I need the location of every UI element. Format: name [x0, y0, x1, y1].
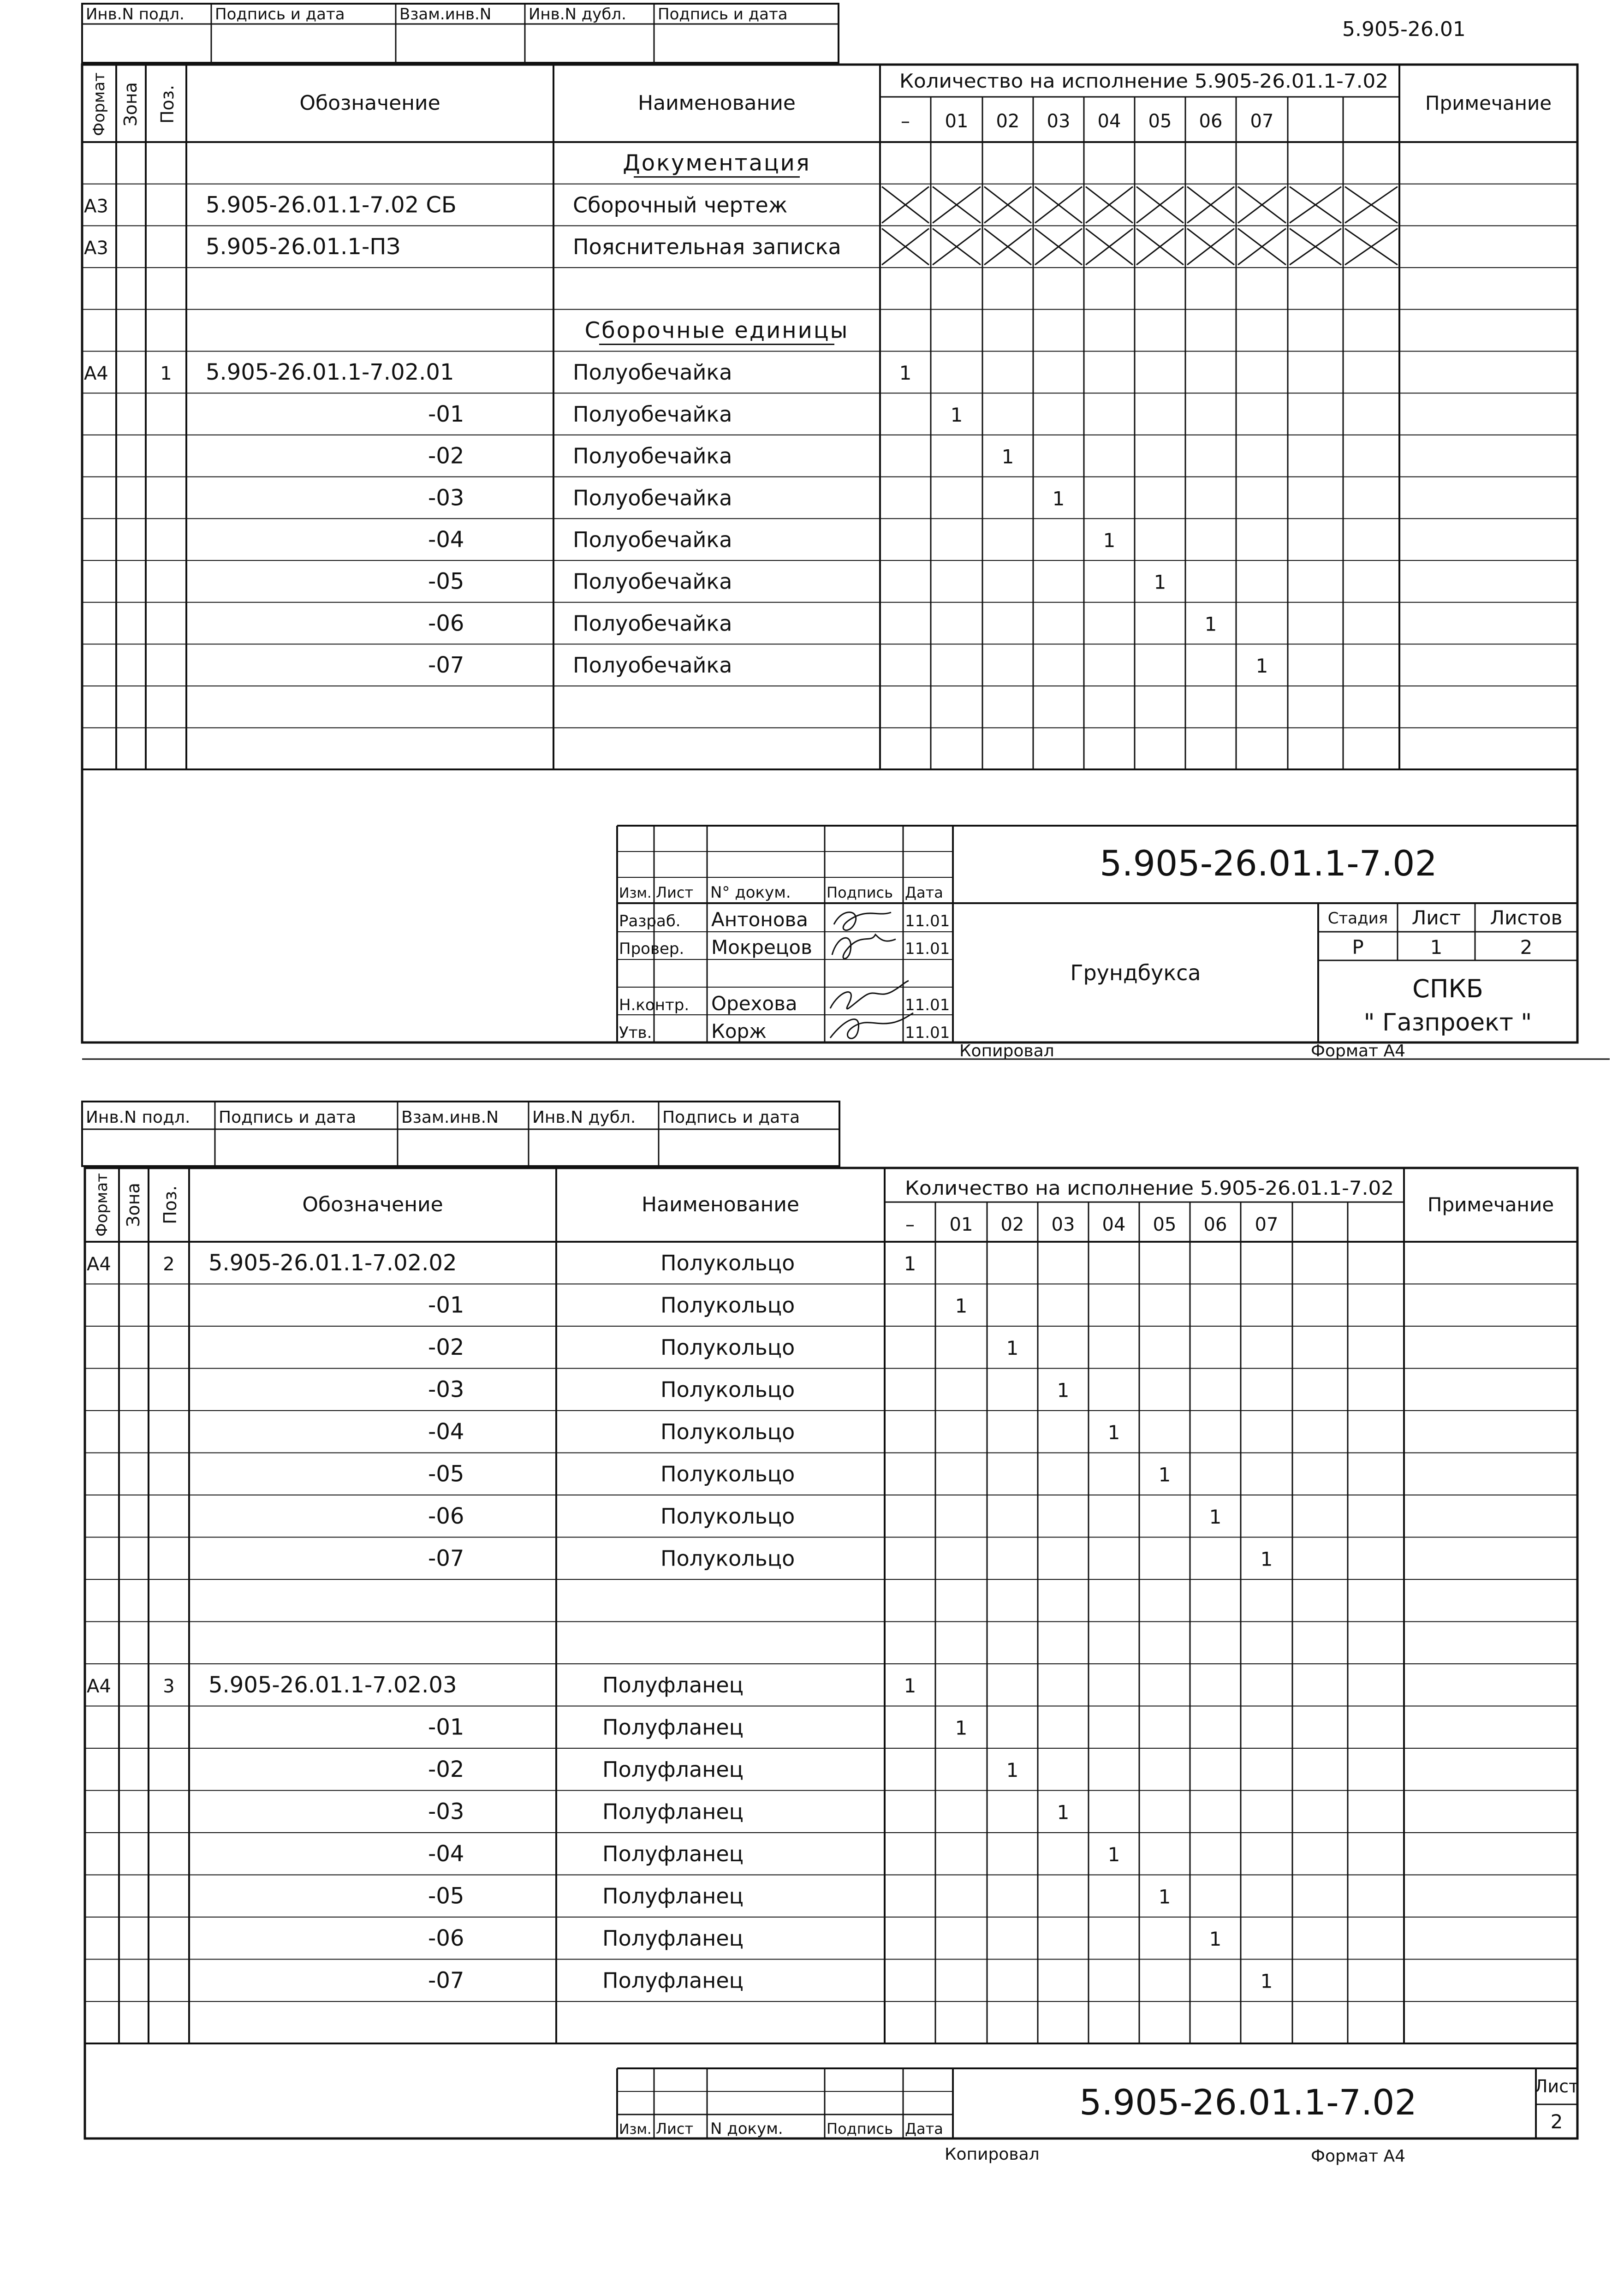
header-qty: Количество на исполнение 5.905-26.01.1-7.02	[905, 1177, 1394, 1199]
exec-label-06: 06	[1199, 111, 1223, 132]
cell-designation: 5.905-26.01.1-7.02 СБ	[206, 192, 457, 218]
cell-name: Полуобечайка	[573, 485, 732, 511]
cell-name: Полуфланец	[602, 1715, 744, 1740]
cell-quantity: 1	[1001, 445, 1014, 468]
table-row	[428, 610, 1217, 636]
cell-designation: -01	[428, 1714, 464, 1740]
tb-role: Провер.	[619, 940, 684, 958]
table-row	[428, 1377, 1069, 1403]
cell-designation: -07	[428, 652, 464, 679]
cell-position: 1	[160, 363, 172, 385]
table-row	[428, 1715, 967, 1740]
table-row	[84, 359, 911, 385]
signature-mark	[830, 1013, 913, 1038]
table-row	[84, 187, 1398, 223]
table-row	[428, 485, 1065, 511]
stage-value: Р	[1352, 936, 1364, 959]
tb-person-row	[619, 1020, 950, 1042]
tb-date: 11.01	[905, 996, 950, 1014]
cell-quantity: 1	[1057, 1801, 1070, 1824]
exec-label-base: –	[901, 111, 910, 132]
cell-quantity: 1	[950, 403, 963, 426]
cell-format: А3	[84, 196, 108, 217]
tb-person-name: Корж	[711, 1020, 767, 1042]
tb-person-name: Мокрецов	[711, 936, 812, 959]
cell-designation: 5.905-26.01.1-7.02.01	[206, 359, 454, 386]
tb-hdr: Дата	[905, 2120, 943, 2138]
table-row	[428, 1883, 1171, 1909]
cell-quantity: 1	[1154, 571, 1166, 594]
cell-designation: -06	[428, 610, 464, 637]
exec-label-04: 04	[1102, 1214, 1126, 1235]
tb-person-row	[619, 908, 950, 931]
header-note: Примечание	[1425, 92, 1552, 114]
frame-border	[85, 1168, 1577, 2138]
stamp-label: Взам.инв.N	[401, 1108, 499, 1127]
tb-role: Разраб.	[619, 912, 681, 930]
stamp-label: Взам.инв.N	[399, 5, 492, 24]
stamp-strip	[82, 1102, 839, 1166]
stamp-label: Подпись и дата	[658, 5, 788, 24]
table-row	[428, 569, 1166, 595]
sheet-label: Лист	[1411, 906, 1461, 929]
cell-quantity: 1	[1204, 613, 1217, 636]
cross-mark	[1086, 187, 1133, 223]
table-row	[87, 1250, 916, 1276]
cross-mark	[1290, 187, 1341, 223]
table-row	[428, 527, 1115, 553]
tb-hdr: Дата	[905, 884, 943, 901]
cross-mark	[1136, 187, 1184, 223]
cross-mark	[1290, 228, 1341, 265]
cell-designation: 5.905-26.01.1-ПЗ	[206, 234, 401, 260]
cell-designation: -02	[428, 443, 464, 469]
exec-label-05: 05	[1148, 111, 1172, 132]
product-name: Грундбукса	[1070, 960, 1201, 985]
cross-mark	[1035, 228, 1082, 265]
cell-name: Полуобечайка	[573, 443, 732, 469]
tb-date: 11.01	[905, 912, 950, 930]
tb-hdr: Лист	[656, 2120, 694, 2138]
stamp-label: Инв.N подл.	[86, 1108, 190, 1127]
cell-name: Полуфланец	[602, 1926, 744, 1951]
header-format: Формат	[93, 1173, 111, 1237]
tb-hdr: Подпись	[827, 884, 893, 901]
exec-label-06: 06	[1203, 1214, 1227, 1235]
page-code: 5.905-26.01	[1342, 18, 1466, 41]
tb-person-name: Орехова	[711, 992, 797, 1015]
cell-designation: -07	[428, 1967, 464, 1994]
format-label: Формат А4	[1311, 1042, 1406, 1060]
stamp-label: Подпись и дата	[662, 1108, 800, 1127]
cell-quantity: 1	[1057, 1379, 1070, 1402]
stamp-label: Подпись и дата	[219, 1108, 357, 1127]
copied-label: Копировал	[945, 2145, 1040, 2164]
tb-date: 11.01	[905, 940, 950, 958]
sheet-2	[82, 1102, 1579, 2166]
table-row	[428, 1461, 1171, 1487]
title-block	[617, 826, 1577, 1042]
header-zone: Зона	[123, 1183, 143, 1227]
table-header	[90, 70, 1552, 136]
stage-label: Стадия	[1327, 909, 1388, 928]
cell-name: Полукольцо	[660, 1377, 795, 1402]
cell-designation: -01	[428, 1292, 464, 1318]
exec-label-01: 01	[945, 111, 969, 132]
header-name: Наименование	[638, 91, 796, 115]
cell-name: Полукольцо	[660, 1546, 795, 1571]
tb-person-name: Антонова	[711, 908, 808, 931]
section-row	[623, 150, 811, 177]
cell-name: Полуобечайка	[573, 569, 732, 594]
tb-people	[619, 908, 950, 1042]
org-line-2: " Газпроект "	[1363, 1009, 1532, 1036]
cell-designation: -07	[428, 1545, 464, 1572]
header-format: Формат	[90, 72, 108, 136]
cell-name: Полуфланец	[602, 1883, 744, 1909]
cell-name: Полукольцо	[660, 1251, 795, 1276]
doc-number: 5.905-26.01.1-7.02	[1079, 2082, 1417, 2123]
cross-mark	[1187, 187, 1234, 223]
exec-label-04: 04	[1097, 111, 1121, 132]
cell-name: Полуфланец	[602, 1968, 744, 1993]
cell-name: Полуобечайка	[573, 360, 732, 385]
cell-quantity: 1	[1103, 529, 1116, 552]
cell-designation: -05	[428, 1883, 464, 1909]
header-zone: Зона	[120, 82, 141, 126]
cell-name: Полуфланец	[602, 1757, 744, 1782]
cell-designation: -06	[428, 1925, 464, 1952]
sheet-value: 2	[1550, 2110, 1563, 2133]
cell-quantity: 1	[899, 362, 912, 385]
sheet-1	[82, 4, 1610, 1060]
cross-mark	[1345, 187, 1398, 223]
cell-quantity: 1	[1209, 1928, 1222, 1951]
cross-mark	[1345, 228, 1398, 265]
cell-designation: -03	[428, 1376, 464, 1403]
cell-quantity: 1	[904, 1674, 916, 1697]
cross-mark	[1238, 187, 1286, 223]
table-row	[428, 1757, 1018, 1782]
table-row	[428, 1925, 1221, 1951]
cell-quantity: 1	[1255, 655, 1268, 678]
cell-position: 3	[163, 1676, 175, 1697]
stamp-label: Инв.N дубл.	[529, 5, 626, 24]
table-row	[428, 1503, 1221, 1529]
cross-mark	[1086, 228, 1133, 265]
exec-labels	[905, 1214, 1278, 1235]
tb-hdr: Подпись	[827, 2120, 893, 2138]
table-row	[428, 1841, 1120, 1867]
cell-designation: -04	[428, 526, 464, 553]
exec-label-07: 07	[1250, 111, 1274, 132]
cell-quantity: 1	[904, 1252, 916, 1275]
exec-label-02: 02	[1000, 1214, 1024, 1235]
cross-mark	[1238, 228, 1286, 265]
table-header	[93, 1173, 1554, 1237]
signature-mark	[834, 912, 891, 930]
cell-quantity: 1	[1260, 1548, 1273, 1571]
section-row	[585, 317, 849, 344]
cell-name: Полукольцо	[660, 1292, 795, 1318]
cross-mark	[933, 228, 981, 265]
cell-designation: -02	[428, 1757, 464, 1783]
signature-mark	[832, 935, 896, 959]
cell-name: Полукольцо	[660, 1461, 795, 1487]
exec-label-01: 01	[949, 1214, 973, 1235]
header-name: Наименование	[642, 1193, 799, 1216]
exec-labels	[901, 111, 1273, 132]
stamp-strip	[82, 4, 839, 63]
exec-label-05: 05	[1153, 1214, 1177, 1235]
tb-role: Утв.	[619, 1024, 652, 1042]
cell-name: Полуфланец	[602, 1799, 744, 1824]
exec-label-07: 07	[1255, 1214, 1279, 1235]
tb-hdr: Изм.	[619, 2121, 652, 2138]
tb-role: Н.контр.	[619, 996, 690, 1014]
cell-name: Полуфланец	[602, 1673, 744, 1698]
cell-quantity: 1	[955, 1716, 968, 1739]
cell-quantity: 1	[1052, 487, 1065, 510]
cell-name: Полуфланец	[602, 1841, 744, 1867]
header-designation: Обозначение	[299, 91, 440, 115]
cell-quantity: 1	[1107, 1843, 1120, 1866]
table-row	[428, 1292, 967, 1318]
sheets-label: Листов	[1490, 906, 1563, 929]
sheet-value: 1	[1430, 936, 1443, 959]
copied-label: Копировал	[959, 1042, 1054, 1060]
cell-designation: -05	[428, 1461, 464, 1487]
table-row	[87, 1672, 916, 1698]
stamp-label: Инв.N дубл.	[532, 1108, 636, 1127]
row-lines	[82, 184, 1577, 770]
title-block	[617, 2068, 1579, 2138]
cell-designation: -05	[428, 568, 464, 595]
section-title: Сборочные единицы	[584, 317, 849, 344]
cell-name: Полукольцо	[660, 1419, 795, 1445]
cell-designation: -06	[428, 1503, 464, 1530]
section-title: Документация	[623, 150, 811, 176]
header-pos: Поз.	[160, 1185, 180, 1225]
cell-name: Полукольцо	[660, 1335, 795, 1360]
table-row	[428, 1968, 1273, 1994]
cell-designation: 5.905-26.01.1-7.02.02	[208, 1250, 457, 1276]
table-row	[428, 1419, 1120, 1445]
spec-frame	[85, 1168, 1577, 2138]
tb-person-row	[619, 936, 950, 959]
sheet-label: Лист	[1534, 2076, 1579, 2096]
cell-quantity: 1	[1209, 1506, 1222, 1529]
cell-format: А3	[84, 238, 108, 259]
stamp-label: Инв.N подл.	[86, 5, 184, 24]
cell-quantity: 1	[1158, 1885, 1171, 1908]
cell-designation: -04	[428, 1419, 464, 1445]
header-pos: Поз.	[157, 84, 178, 124]
tb-hdr: N докум.	[710, 2120, 783, 2138]
cell-designation: -02	[428, 1334, 464, 1361]
cell-quantity: 1	[1006, 1337, 1019, 1360]
cell-name: Полукольцо	[660, 1504, 795, 1529]
cross-mark	[933, 187, 981, 223]
row-lines	[85, 1284, 1577, 2044]
cross-mark	[882, 187, 929, 223]
exec-label-base: –	[905, 1214, 915, 1235]
tb-date: 11.01	[905, 1024, 950, 1042]
cell-designation: -03	[428, 485, 464, 511]
exec-label-03: 03	[1051, 1214, 1075, 1235]
signature-mark	[830, 981, 909, 1009]
tb-hdr: Изм.	[619, 885, 652, 901]
cell-name: Пояснительная записка	[573, 234, 841, 260]
table-row	[428, 1799, 1069, 1825]
cell-designation: 5.905-26.01.1-7.02.03	[208, 1672, 457, 1698]
cell-quantity: 1	[955, 1294, 968, 1317]
cell-name: Сборочный чертеж	[573, 192, 788, 218]
header-designation: Обозначение	[302, 1193, 443, 1216]
tb-person-row	[619, 992, 950, 1015]
cell-designation: -04	[428, 1841, 464, 1867]
doc-number: 5.905-26.01.1-7.02	[1100, 843, 1437, 884]
cell-quantity: 1	[1158, 1463, 1171, 1486]
table-row	[428, 1334, 1018, 1360]
table-row	[428, 1546, 1273, 1572]
cross-mark	[984, 187, 1031, 223]
cell-position: 2	[163, 1254, 175, 1275]
table-row	[428, 401, 963, 427]
org-line-1: СПКБ	[1412, 974, 1483, 1003]
exec-label-02: 02	[996, 111, 1020, 132]
exec-label-03: 03	[1047, 111, 1071, 132]
header-note: Примечание	[1427, 1193, 1554, 1216]
cell-format: А4	[87, 1676, 111, 1697]
tb-hdr: Лист	[656, 884, 694, 901]
exec-col-lines	[931, 97, 1399, 769]
header-qty: Количество на исполнение 5.905-26.01.1-7.02	[899, 70, 1388, 92]
stamp-label: Подпись и дата	[215, 5, 345, 24]
cell-name: Полуобечайка	[573, 527, 732, 552]
cell-format: А4	[87, 1254, 111, 1275]
sheets-value: 2	[1520, 936, 1533, 959]
spec-rows	[84, 150, 1398, 678]
cell-designation: -01	[428, 401, 464, 427]
format-label: Формат А4	[1311, 2147, 1406, 2166]
cell-quantity: 1	[1260, 1970, 1273, 1993]
cell-name: Полуобечайка	[573, 401, 732, 427]
cross-mark	[1187, 228, 1234, 265]
cell-quantity: 1	[1006, 1759, 1019, 1782]
cell-format: А4	[84, 363, 108, 385]
table-row	[428, 443, 1014, 469]
cross-mark	[1136, 228, 1184, 265]
cross-mark	[984, 228, 1031, 265]
cross-mark	[1035, 187, 1082, 223]
cell-quantity: 1	[1107, 1421, 1120, 1444]
tb-hdr: N° докум.	[710, 883, 791, 902]
cell-name: Полуобечайка	[573, 653, 732, 678]
table-row	[84, 228, 1398, 265]
cell-designation: -03	[428, 1799, 464, 1825]
cell-name: Полуобечайка	[573, 611, 732, 636]
cross-mark	[882, 228, 929, 265]
